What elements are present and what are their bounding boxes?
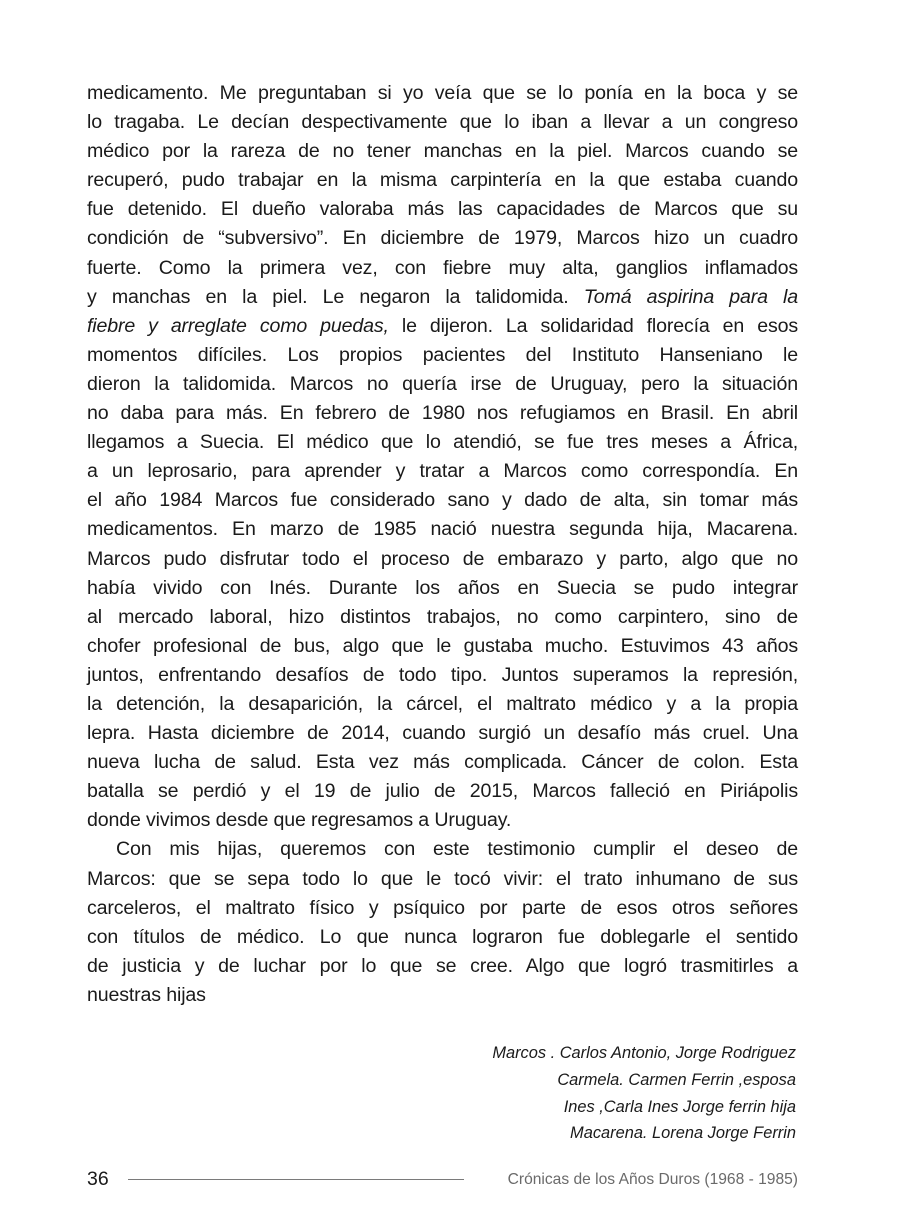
body-line: recuperó, pudo trabajar en la misma carpintería en la que estaba cuando: [87, 169, 798, 192]
body-line: condición de “subversivo”. En diciembre de 1979, Marcos hizo un cuadro: [87, 227, 798, 250]
running-title: Crónicas de los Años Duros (1968 - 1985): [507, 1171, 798, 1188]
body-line: médico por la rareza de no tener manchas en la piel. Marcos cuando se: [87, 140, 798, 163]
signature-line: Marcos . Carlos Antonio, Jorge Rodriguez: [492, 1044, 796, 1062]
body-line: el año 1984 Marcos fue considerado sano y dado de alta, sin tomar más: [87, 489, 798, 512]
body-line: dieron la talidomida. Marcos no quería irse de Uruguay, pero la situación: [87, 372, 798, 395]
signature-block: [492, 1040, 796, 1147]
body-line: nuestras hijas: [87, 983, 206, 1006]
signature-line: Ines ,Carla Ines Jorge ferrin hija: [563, 1097, 796, 1116]
body-line: momentos difíciles. Los propios pacientes del Instituto Hanseniano le: [87, 343, 798, 366]
body-line: nueva lucha de salud. Esta vez más complicada. Cáncer de colon. Esta: [87, 751, 798, 774]
body-line: carceleros, el maltrato físico y psíquico por parte de esos otros señores: [87, 896, 798, 919]
body-line: medicamento. Me preguntaban si yo veía que se lo ponía en la boca y se: [87, 82, 798, 104]
signature-line: Carmela. Carmen Ferrin ,esposa: [557, 1070, 796, 1089]
footer-divider: [128, 1179, 464, 1180]
body-line: lo tragaba. Le decían despectivamente que lo iban a llevar a un congreso: [87, 111, 798, 134]
body-line: a un leprosario, para aprender y tratar a Marcos como correspondía. En: [87, 460, 798, 483]
body-line: fuerte. Como la primera vez, con fiebre muy alta, ganglios inflamados: [87, 256, 798, 279]
page-footer: [87, 1166, 798, 1192]
body-line-with-italic: [87, 312, 798, 341]
body-line: no daba para más. En febrero de 1980 nos refugiamos en Brasil. En abril: [87, 402, 798, 425]
body-line: la detención, la desaparición, la cárcel, el maltrato médico y a la propia: [87, 692, 798, 715]
body-line-with-italic: [87, 283, 798, 312]
body-line: llegamos a Suecia. El médico que lo atendió, se fue tres meses a África,: [87, 431, 798, 454]
body-line: al mercado laboral, hizo distintos trabajos, no como carpintero, sino de: [87, 605, 798, 628]
body-line: Marcos: que se sepa todo lo que le tocó vivir: el trato inhumano de sus: [87, 867, 798, 890]
body-line: lepra. Hasta diciembre de 2014, cuando surgió un desafío más cruel. Una: [87, 722, 798, 745]
body-line-text: y manchas en la piel. Le negaron la talidomida.: [87, 285, 569, 308]
body-line: chofer profesional de bus, algo que le gustaba mucho. Estuvimos 43 años: [87, 634, 798, 657]
page-number: 36: [87, 1168, 109, 1190]
signature-line: Macarena. Lorena Jorge Ferrin: [570, 1124, 796, 1143]
body-line: batalla se perdió y el 19 de julio de 2015, Marcos falleció en Piriápolis: [87, 780, 798, 803]
italic-quote: Tomá aspirina para la: [583, 285, 798, 308]
body-line: medicamentos. En marzo de 1985 nació nuestra segunda hija, Macarena.: [87, 518, 798, 541]
body-line: fue detenido. El dueño valoraba más las capacidades de Marcos que su: [87, 198, 798, 221]
body-line: de justicia y de luchar por lo que se cree. Algo que logró trasmitirles a: [87, 954, 798, 977]
italic-quote: fiebre y arreglate como puedas,: [87, 314, 389, 337]
body-line: Con mis hijas, queremos con este testimonio cumplir el deseo de: [116, 838, 798, 861]
body-line: donde vivimos desde que regresamos a Uruguay.: [87, 809, 512, 832]
body-line: juntos, enfrentando desafíos de todo tipo. Juntos superamos la represión,: [87, 663, 798, 686]
body-text: [87, 79, 798, 1010]
body-line: Marcos pudo disfrutar todo el proceso de embarazo y parto, algo que no: [87, 547, 798, 570]
body-line: había vivido con Inés. Durante los años en Suecia se pudo integrar: [87, 576, 798, 599]
body-line-text: le dijeron. La solidaridad florecía en esos: [388, 314, 798, 337]
body-line: con títulos de médico. Lo que nunca lograron fue doblegarle el sentido: [87, 925, 798, 948]
